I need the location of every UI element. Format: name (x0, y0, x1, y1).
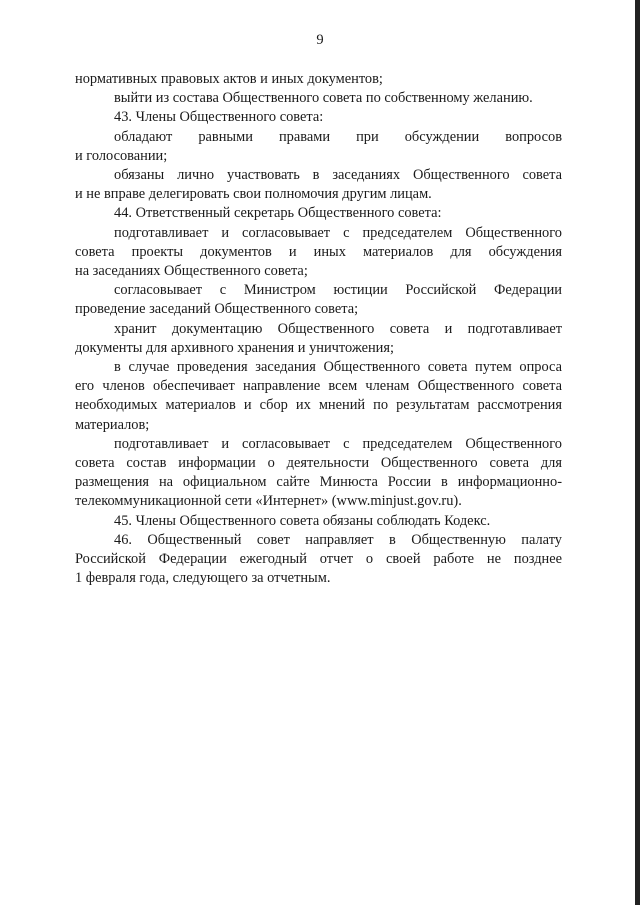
text-line: 1 февраля года, следующего за отчетным. (75, 570, 331, 587)
paragraph (75, 166, 562, 204)
text-line: Российской Федерации ежегодный отчет о своей работе не позднее (75, 551, 562, 568)
text-line: необходимых материалов и сбор их мнений по результатам рассмотрения (75, 397, 562, 414)
text-line: 45. Члены Общественного совета обязаны соблюдать Кодекс. (114, 512, 491, 529)
text-line: нормативных правовых актов и иных документов; (75, 71, 383, 87)
paragraph-item-43 (75, 108, 562, 127)
scan-edge (635, 0, 640, 905)
page-number: 9 (316, 32, 324, 48)
text-line: 46. Общественный совет направляет в Общественную палату (114, 531, 562, 548)
text-line: подготавливает и согласовывает с председателем Общественного (114, 435, 562, 452)
text-line: размещения на официальном сайте Минюста России в информационно- (75, 474, 562, 491)
text-line: телекоммуникационной сети «Интернет» (www.minjust.gov.ru). (75, 493, 462, 510)
text-line: на заседаниях Общественного совета; (75, 263, 308, 280)
text-line: материалов; (75, 416, 150, 433)
text-line: 44. Ответственный секретарь Общественного совета: (114, 205, 442, 222)
text-line: его членов обеспечивает направление всем членам Общественного совета (75, 378, 562, 395)
document-body (75, 70, 562, 588)
paragraph (75, 358, 562, 435)
text-line: документы для архивного хранения и уничтожения; (75, 339, 395, 356)
text-line: 43. Члены Общественного совета: (114, 109, 324, 126)
text-line: и не вправе делегировать свои полномочия другим лицам. (75, 186, 432, 203)
text-line: согласовывает с Министром юстиции Российской Федерации (114, 282, 562, 299)
text-line: совета состав информации о деятельности Общественного совета для (75, 455, 562, 472)
text-line: в случае проведения заседания Общественного совета путем опроса (114, 359, 562, 376)
text-line: совета проекты документов и иных материалов для обсуждения (75, 243, 562, 260)
paragraph-item-44 (75, 204, 562, 223)
paragraph (75, 435, 562, 512)
text-line: обладают равными правами при обсуждении вопросов (114, 128, 562, 145)
text-line: выйти из состава Общественного совета по собственному желанию. (114, 90, 533, 107)
paragraph (75, 128, 562, 166)
text-line: и голосовании; (75, 147, 168, 164)
paragraph (75, 320, 562, 358)
text-line: обязаны лично участвовать в заседаниях Общественного совета (114, 167, 562, 184)
paragraph (75, 70, 562, 89)
text-line: проведение заседаний Общественного совета; (75, 301, 359, 318)
paragraph (75, 89, 562, 108)
paragraph-item-45 (75, 512, 562, 531)
text-line: подготавливает и согласовывает с председателем Общественного (114, 224, 562, 241)
paragraph (75, 281, 562, 319)
paragraph (75, 224, 562, 282)
text-line: хранит документацию Общественного совета и подготавливает (114, 320, 562, 337)
paragraph-item-46 (75, 531, 562, 589)
